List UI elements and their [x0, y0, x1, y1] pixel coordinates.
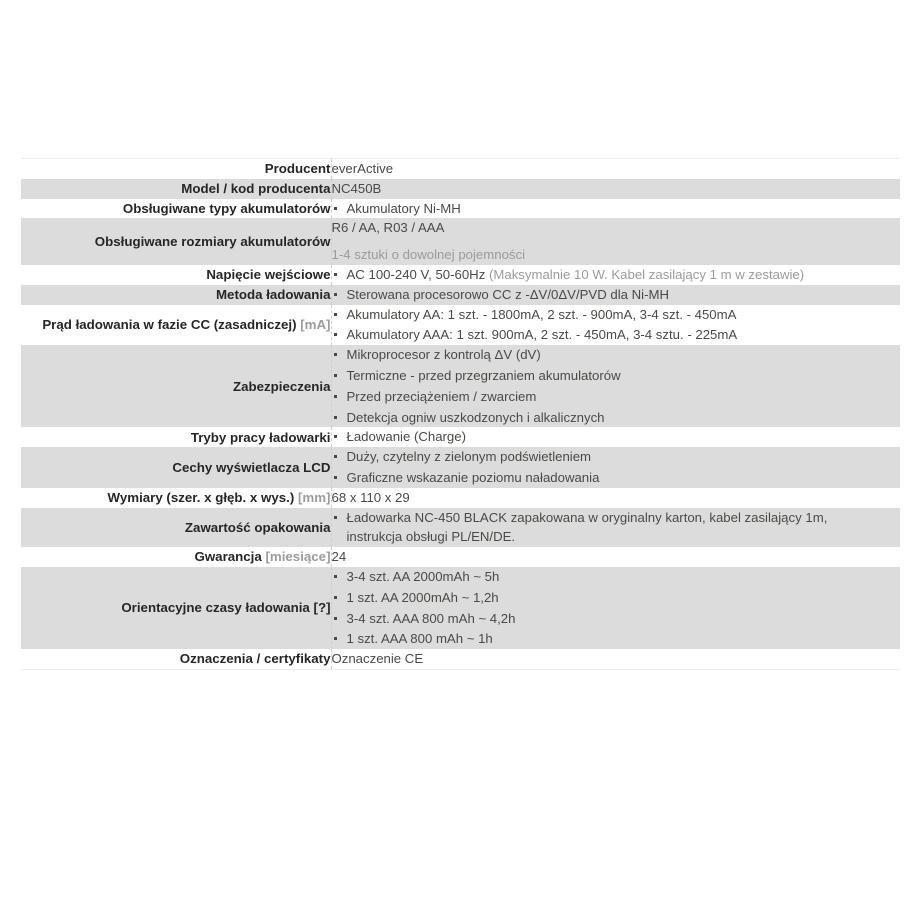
spec-value-text: 1 szt. AAA 800 mAh ~ 1h — [346, 631, 493, 647]
spec-row — [21, 159, 900, 179]
spec-value-line: Ładowarka NC-450 BLACK zapakowana w oryginalny karton, kabel zasilający 1m, — [346, 509, 828, 525]
spec-row-label — [21, 447, 331, 488]
spec-label-text: Metoda ładowania — [215, 287, 331, 303]
spec-label-unit: [mA] — [300, 317, 331, 333]
spec-label-text: Orientacyjne czasy ładowania — [121, 600, 310, 616]
spec-value-list-item — [332, 199, 901, 219]
spec-value-list-item — [332, 508, 901, 548]
spec-row-value — [331, 508, 900, 548]
spec-value-list-item — [332, 387, 901, 407]
spec-label-text: Zabezpieczenia — [232, 378, 331, 394]
spec-value-list-item — [332, 345, 901, 365]
spec-value-list — [332, 345, 901, 427]
spec-row-value — [331, 649, 900, 669]
spec-row-label — [21, 159, 331, 179]
spec-value-text: AC 100-240 V, 50-60Hz — [346, 266, 486, 282]
spec-row-label — [21, 427, 331, 447]
spec-value-text: Duży, czytelny z zielonym podświetleniem — [346, 449, 592, 465]
spec-row-value — [331, 218, 900, 265]
spec-value-text: Przed przeciążeniem / zwarciem — [346, 388, 537, 404]
spec-value-list-item — [332, 325, 901, 345]
spec-label-text: Tryby pracy ładowarki — [190, 429, 331, 445]
spec-label-text: Cechy wyświetlacza LCD — [172, 459, 331, 475]
spec-row-label — [21, 179, 331, 199]
spec-value-text: Mikroprocesor z kontrolą ΔV (dV) — [346, 347, 541, 363]
spec-label-unit: [miesiące] — [265, 549, 331, 565]
spec-value-list-item — [332, 366, 901, 386]
spec-value-text: Akumulatory Ni-MH — [346, 200, 461, 216]
spec-value-list-item — [332, 305, 901, 325]
spec-value-list — [332, 199, 901, 219]
spec-row-value — [331, 159, 900, 179]
spec-row-value — [331, 179, 900, 199]
spec-value-text: Oznaczenie CE — [331, 651, 424, 667]
spec-row-label — [21, 547, 331, 567]
spec-value-list — [332, 265, 901, 285]
spec-value-list-item — [332, 427, 901, 447]
spec-value-text: 3-4 szt. AA 2000mAh ~ 5h — [346, 568, 500, 584]
spec-value-text: 3-4 szt. AAA 800 mAh ~ 4,2h — [346, 610, 516, 626]
specification-table — [21, 159, 900, 669]
spec-value-text: Akumulatory AAA: 1 szt. 900mA, 2 szt. - 450mA, 3-4 sztu. - 225mA — [346, 327, 738, 343]
spec-value-text: Akumulatory AA: 1 szt. - 1800mA, 2 szt. - 900mA, 3-4 szt. - 450mA — [346, 306, 737, 322]
spec-value-text: Graficzne wskazanie poziomu naładowania — [346, 469, 600, 485]
spec-row-label — [21, 649, 331, 669]
spec-value-list — [332, 567, 901, 649]
spec-value-text: 24 — [331, 549, 347, 565]
spec-label-text: Zawartość opakowania — [184, 519, 331, 535]
spec-label-unit: [mm] — [297, 490, 331, 506]
spec-row — [21, 285, 900, 305]
spec-value-text: Sterowana procesorowo CC z -ΔV/0ΔV/PVD dla Ni-MH — [346, 286, 670, 302]
specification-table-container — [21, 158, 900, 670]
spec-row-value — [331, 447, 900, 488]
spec-row — [21, 218, 900, 265]
spec-label-text: Prąd ładowania w fazie CC (zasadniczej) — [42, 317, 297, 333]
spec-row-value — [331, 547, 900, 567]
spec-label-text: Napięcie wejściowe — [206, 267, 331, 283]
spec-row — [21, 265, 900, 285]
spec-row-label — [21, 345, 331, 427]
spec-row — [21, 547, 900, 567]
spec-label-text: Producent — [264, 161, 331, 177]
spec-row-label — [21, 265, 331, 285]
spec-row — [21, 447, 900, 488]
spec-value-text: Ładowanie (Charge) — [346, 429, 466, 445]
spec-value-text: Termiczne - przed przegrzaniem akumulatorów — [346, 367, 621, 383]
spec-row — [21, 199, 900, 219]
spec-value-text: Detekcja ogniw uszkodzonych i alkalicznych — [346, 409, 605, 425]
spec-value-list — [332, 427, 901, 447]
spec-row-label — [21, 199, 331, 219]
spec-row-value — [331, 427, 900, 447]
spec-value-list — [332, 305, 901, 346]
spec-row-label — [21, 488, 331, 508]
spec-label-text: Obsługiwane rozmiary akumulatorów — [94, 234, 331, 250]
spec-value-text: 1 szt. AA 2000mAh ~ 1,2h — [346, 589, 499, 605]
spec-value-text: everActive — [331, 161, 394, 176]
spec-value-list-item — [332, 265, 901, 285]
spec-row-label — [21, 508, 331, 548]
spec-value-text: R6 / AA, R03 / AAA — [331, 220, 445, 236]
spec-row-value — [331, 567, 900, 649]
spec-row-label — [21, 305, 331, 346]
spec-value-list-item — [332, 468, 901, 488]
spec-value-subtext: 1-4 sztuki o dowolnej pojemności — [331, 247, 526, 263]
spec-row-label — [21, 218, 331, 265]
spec-label-text: Model / kod producenta — [181, 181, 331, 197]
spec-label-unit: [?] — [313, 600, 331, 616]
spec-value-list-item — [332, 408, 901, 428]
spec-label-text: Oznaczenia / certyfikaty — [179, 651, 331, 667]
spec-row-value — [331, 345, 900, 427]
spec-value-list-item — [332, 609, 901, 629]
spec-value-text: NC450B — [331, 180, 382, 196]
spec-value-list — [332, 447, 901, 488]
spec-row — [21, 488, 900, 508]
spec-value-list — [332, 285, 901, 305]
spec-value-list-item — [332, 567, 901, 587]
spec-row-value — [331, 285, 900, 305]
spec-row — [21, 427, 900, 447]
spec-value-list — [332, 508, 901, 548]
spec-row-value — [331, 265, 900, 285]
spec-value-list-item — [332, 285, 901, 305]
spec-label-text: Wymiary (szer. x głęb. x wys.) — [107, 490, 295, 506]
spec-value-list-item — [332, 629, 901, 649]
spec-value-text: 68 x 110 x 29 — [331, 489, 410, 505]
spec-value-list-item — [332, 588, 901, 608]
spec-row-label — [21, 567, 331, 649]
spec-row — [21, 649, 900, 669]
spec-row-label — [21, 285, 331, 305]
spec-row — [21, 179, 900, 199]
spec-label-text: Gwarancja — [194, 549, 262, 565]
specification-table-body — [21, 159, 900, 669]
spec-row — [21, 305, 900, 346]
spec-row-value — [331, 199, 900, 219]
spec-row-value — [331, 305, 900, 346]
spec-value-list-item — [332, 447, 901, 467]
spec-row-value — [331, 488, 900, 508]
spec-value-line: instrukcja obsługi PL/EN/DE. — [346, 529, 516, 545]
spec-row — [21, 508, 900, 548]
spec-label-text: Obsługiwane typy akumulatorów — [122, 200, 331, 216]
spec-row — [21, 567, 900, 649]
spec-value-note: (Maksymalnie 10 W. Kabel zasilający 1 m w zestawie) — [488, 266, 805, 282]
spec-row — [21, 345, 900, 427]
